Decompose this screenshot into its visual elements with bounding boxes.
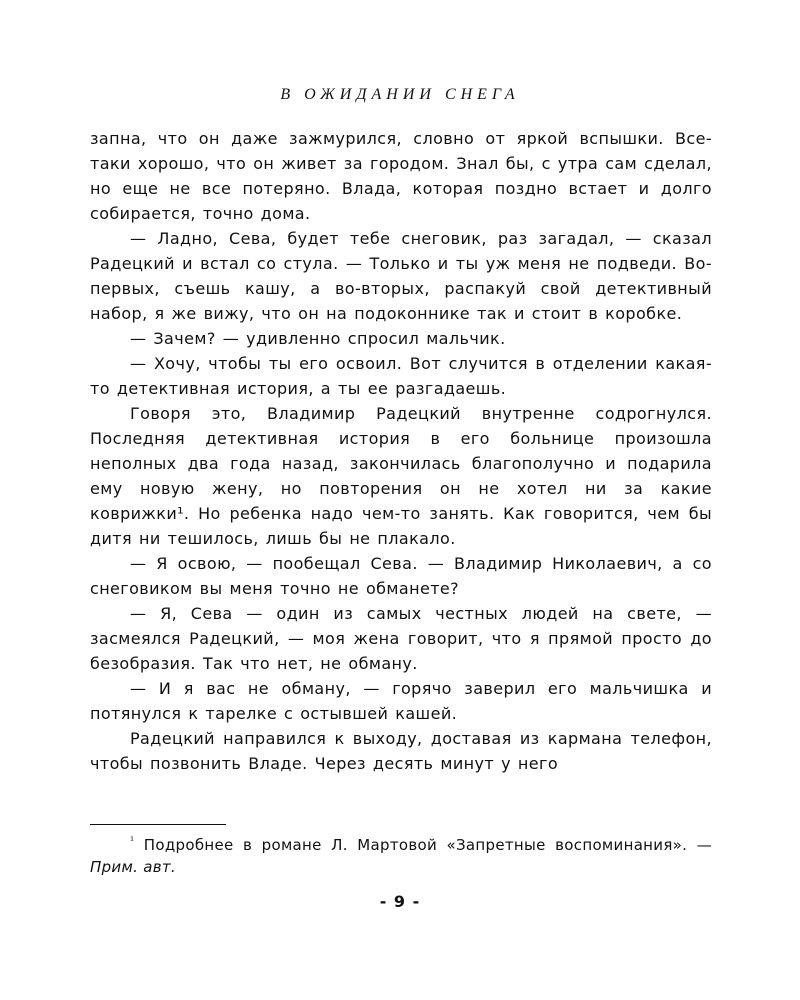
paragraph: Говоря это, Владимир Радецкий внутренне содрогнулся. Последняя детективная история в его больнице произошла неполных два года назад, закончилась благополучно и подарила ему новую жену, но повторения он не хотел ни за какие коврижки¹. Но ребенка надо чем-то занять. Как говорится, чем бы дитя ни тешилось, лишь бы не плакало.	[90, 404, 712, 548]
paragraph: — Хочу, чтобы ты его освоил. Вот случится в отделении какая-то детективная история, а ты ее разгадаешь.	[90, 354, 712, 398]
running-header: В ОЖИДАНИИ СНЕГА	[280, 86, 520, 103]
footnote-marker: ¹	[130, 836, 135, 847]
paragraph: запна, что он даже зажмурился, словно от яркой вспышки. Все-таки хорошо, что он живет за городом. Знал бы, с утра сам сделал, но еще не все потеряно. Влада, которая поздно встает и долго собирается, точно дома.	[90, 129, 712, 223]
paragraph: — Зачем? — удивленно спросил мальчик.	[130, 329, 506, 348]
paragraph: — И я вас не обману, — горячо заверил его мальчишка и потянулся к тарелке с остывшей кашей.	[90, 679, 712, 723]
footnote-attribution: Прим. авт.	[90, 858, 176, 876]
footnote-text	[90, 834, 712, 878]
footnote-separator	[90, 824, 226, 825]
paragraph: — Я, Сева — один из самых честных людей на свете, — засмеялся Радецкий, — моя жена говорит, что я прямой просто до безобразия. Так что нет, не обману.	[90, 604, 712, 673]
footnote	[90, 824, 712, 878]
paragraph: — Я освою, — пообещал Сева. — Владимир Николаевич, а со снеговиком вы меня точно не обманете?	[90, 554, 712, 598]
paragraph: Радецкий направился к выходу, доставая из кармана телефон, чтобы позвонить Владе. Через десять минут у него	[90, 729, 712, 773]
page-number: - 9 -	[379, 892, 421, 911]
body-text	[90, 126, 712, 776]
footnote-body: Подробнее в романе Л. Мартовой «Запретные воспоминания». —	[134, 836, 712, 854]
paragraph: — Ладно, Сева, будет тебе снеговик, раз загадал, — сказал Радецкий и встал со стула. — Только и ты уж меня не подведи. Во-первых, съешь кашу, а во-вторых, распакуй свой детективный набор, я же вижу, что он на подоконнике так и стоит в коробке.	[90, 229, 712, 323]
